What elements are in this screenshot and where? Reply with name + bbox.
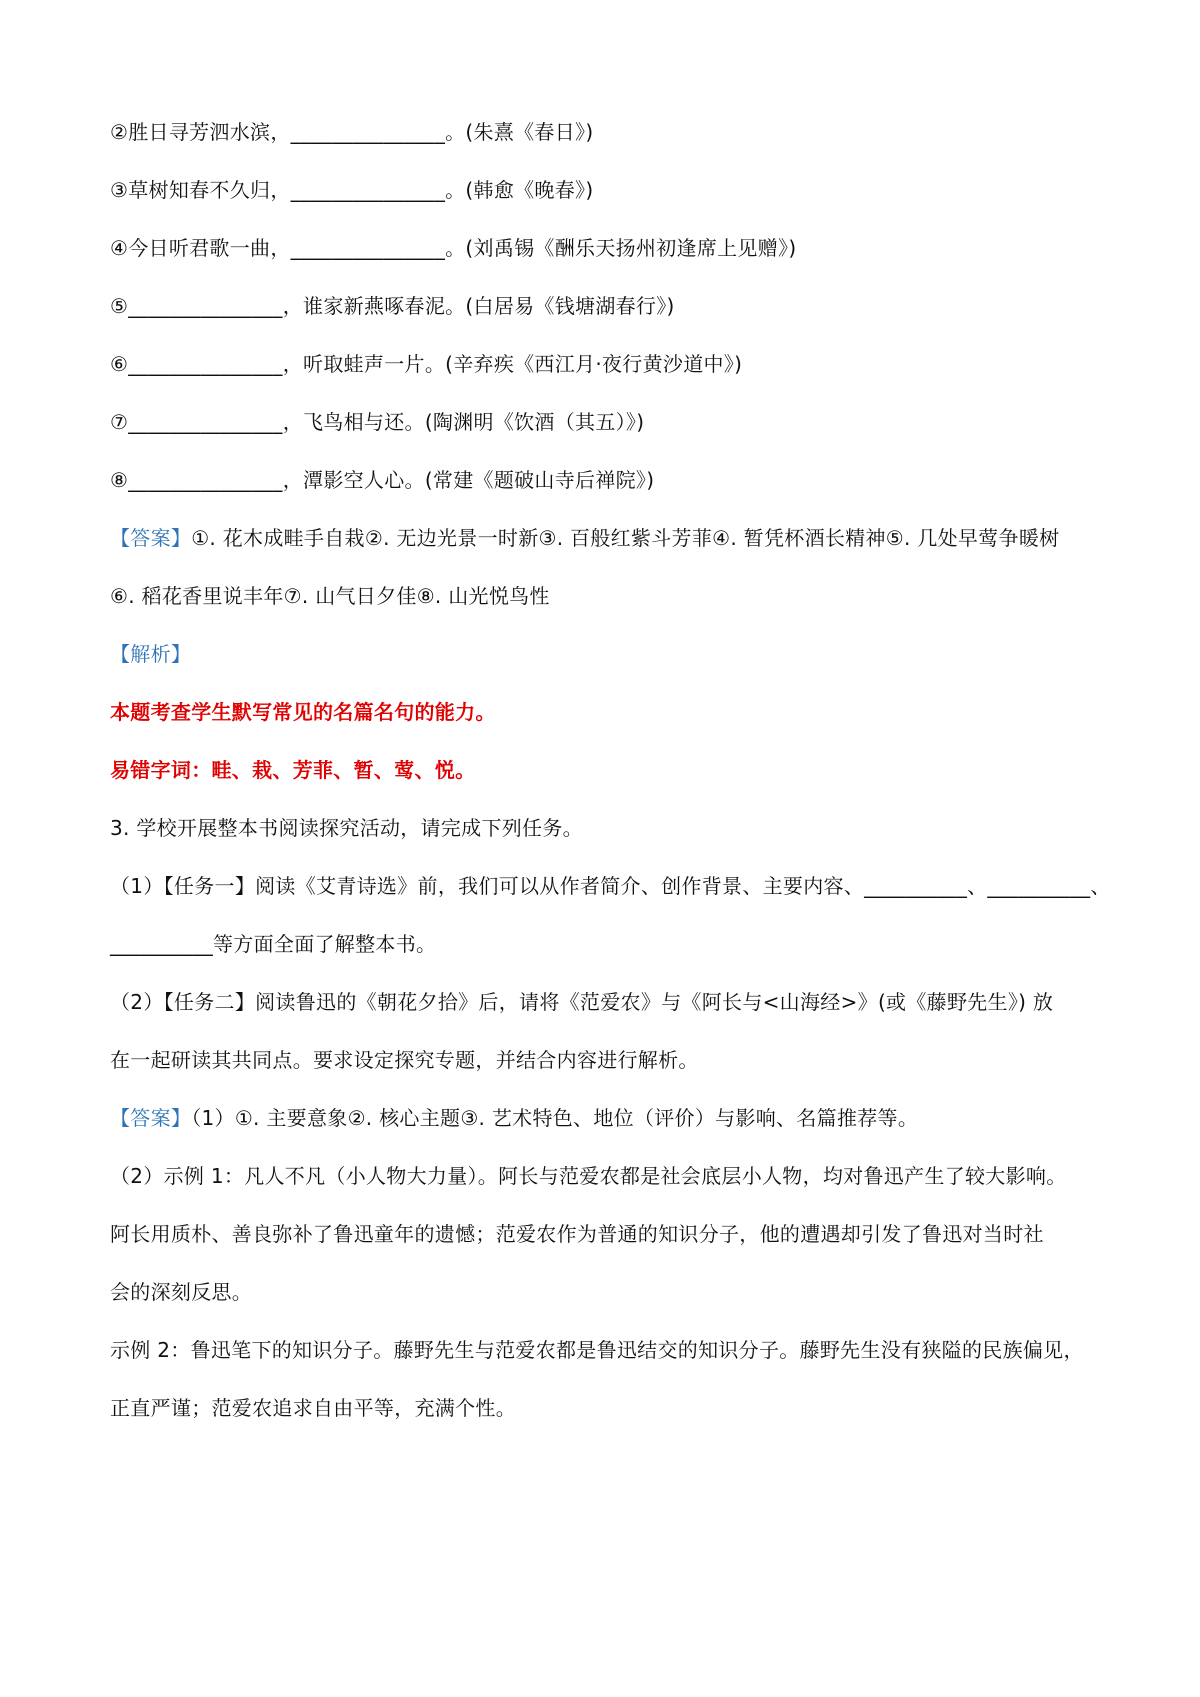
poem-line-4: ④今日听君歌一曲，_______________。(刘禹锡《酬乐天扬州初逢席上见赠》): [110, 236, 797, 260]
poem-line-8: ⑧_______________，潭影空人心。(常建《题破山寺后禅院》): [110, 468, 655, 492]
analysis-line-1: 本题考查学生默写常见的名篇名句的能力。: [110, 700, 496, 724]
analysis-line-2: 易错字词：畦、栽、芳菲、暂、莺、悦。: [110, 758, 476, 782]
answer-3-line-6: 正直严谨；范爱农追求自由平等，充满个性。: [110, 1396, 516, 1420]
analysis-tag: 【解析】: [110, 642, 192, 666]
answer-3-line-1: [110, 1104, 1100, 1132]
poem-line-3: ③草树知春不久归，_______________。(韩愈《晚春》): [110, 178, 594, 202]
answer-1-line-2: ⑥. 稻花香里说丰年⑦. 山气日夕佳⑧. 山光悦鸟性: [110, 584, 550, 608]
poem-line-7: ⑦_______________，飞鸟相与还。(陶渊明《饮酒（其五）》): [110, 410, 645, 434]
task-2-line-2: 在一起研读其共同点。要求设定探究专题，并结合内容进行解析。: [110, 1048, 699, 1072]
answer-3-line-4: 会的深刻反思。: [110, 1280, 253, 1304]
poem-line-5: ⑤_______________，谁家新燕啄春泥。(白居易《钱塘湖春行》): [110, 294, 675, 318]
answer-3-line-3: 阿长用质朴、善良弥补了鲁迅童年的遗憾；范爱农作为普通的知识分子，他的遭遇却引发了鲁迅对当时社: [110, 1222, 1044, 1246]
answer-tag: 【答案】: [110, 526, 192, 550]
poem-line-6: ⑥_______________，听取蛙声一片。(辛弃疾《西江月·夜行黄沙道中》): [110, 352, 743, 376]
task-1-line-1: （1）【任务一】阅读《艾青诗选》前，我们可以从作者简介、创作背景、主要内容、__________、__________、: [110, 874, 1111, 898]
task-1-line-2: __________等方面全面了解整本书。: [110, 932, 437, 956]
poem-line-2: ②胜日寻芳泗水滨，_______________。(朱熹《春日》): [110, 120, 594, 144]
answer-tag: 【答案】: [110, 1106, 192, 1130]
answer-1-line-1: [110, 524, 1100, 552]
answer-3-line-2: （2）示例 1：凡人不凡（小人物大力量）。阿长与范爱农都是社会底层小人物，均对鲁迅产生了较大影响。: [110, 1164, 1067, 1188]
answer-3-text-1: （1）①. 主要意象②. 核心主题③. 艺术特色、地位（评价）与影响、名篇推荐等。: [191, 1106, 919, 1130]
answer-3-line-5: 示例 2：鲁迅笔下的知识分子。藤野先生与范爱农都是鲁迅结交的知识分子。藤野先生没有狭隘的民族偏见，: [110, 1338, 1084, 1362]
question-3-title: 3. 学校开展整本书阅读探究活动，请完成下列任务。: [110, 816, 583, 840]
answer-1-text-1: ①. 花木成畦手自栽②. 无边光景一时新③. 百般红紫斗芳菲④. 暂凭杯酒长精神⑤. 几处早莺争暖树: [191, 526, 1060, 550]
task-2-line-1: （2）【任务二】阅读鲁迅的《朝花夕拾》后，请将《范爱农》与《阿长与<山海经>》(或《藤野先生》) 放: [110, 990, 1054, 1014]
